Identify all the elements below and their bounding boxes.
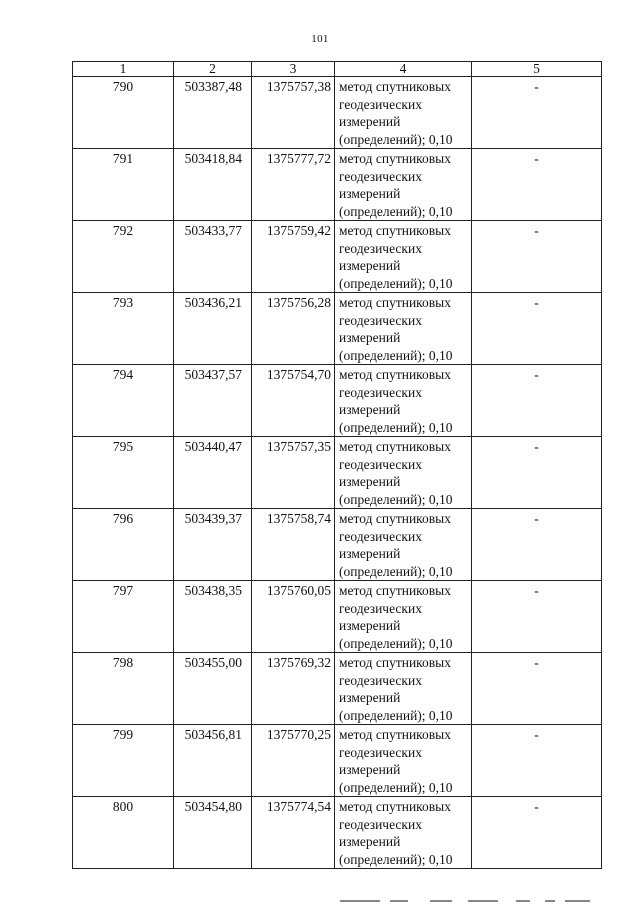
- y-coordinate-cell: 1375756,28: [252, 293, 335, 365]
- scan-artifact: [340, 900, 600, 903]
- method-line: (определений); 0,10: [339, 203, 453, 219]
- method-cell: [335, 653, 472, 725]
- table-row: [73, 797, 602, 869]
- method-line: измерений: [339, 762, 401, 777]
- method-line: измерений: [339, 618, 401, 633]
- point-number-cell: 800: [73, 797, 174, 869]
- method-line: измерений: [339, 114, 401, 129]
- description-cell: -: [472, 725, 602, 797]
- column-header-number: 1: [73, 62, 174, 77]
- method-line: метод спутниковых: [339, 79, 451, 94]
- table-row: [73, 437, 602, 509]
- method-line: (определений); 0,10: [339, 491, 453, 507]
- method-line: геодезических: [339, 168, 422, 184]
- method-line: геодезических: [339, 816, 422, 832]
- method-line: (определений); 0,10: [339, 419, 453, 435]
- table-row: [73, 149, 602, 221]
- description-cell: -: [472, 221, 602, 293]
- method-line: геодезических: [339, 456, 422, 472]
- description-cell: -: [472, 509, 602, 581]
- method-line: геодезических: [339, 240, 422, 256]
- description-cell: -: [472, 653, 602, 725]
- method-line: метод спутниковых: [339, 223, 451, 238]
- table-row: [73, 581, 602, 653]
- x-coordinate-cell: 503418,84: [174, 149, 252, 221]
- method-line: геодезических: [339, 96, 422, 112]
- method-cell: [335, 149, 472, 221]
- method-line: (определений); 0,10: [339, 131, 453, 147]
- method-cell: [335, 509, 472, 581]
- y-coordinate-cell: 1375770,25: [252, 725, 335, 797]
- y-coordinate-cell: 1375757,35: [252, 437, 335, 509]
- y-coordinate-cell: 1375774,54: [252, 797, 335, 869]
- method-cell: [335, 293, 472, 365]
- y-coordinate-cell: 1375777,72: [252, 149, 335, 221]
- method-line: метод спутниковых: [339, 655, 451, 670]
- x-coordinate-cell: 503456,81: [174, 725, 252, 797]
- method-line: измерений: [339, 330, 401, 345]
- y-coordinate-cell: 1375758,74: [252, 509, 335, 581]
- column-header-method: 4: [335, 62, 472, 77]
- point-number-cell: 790: [73, 77, 174, 149]
- method-line: метод спутниковых: [339, 367, 451, 382]
- method-line: геодезических: [339, 672, 422, 688]
- y-coordinate-cell: 1375759,42: [252, 221, 335, 293]
- method-line: метод спутниковых: [339, 511, 451, 526]
- method-line: (определений); 0,10: [339, 347, 453, 363]
- y-coordinate-cell: 1375757,38: [252, 77, 335, 149]
- description-cell: -: [472, 797, 602, 869]
- description-cell: -: [472, 437, 602, 509]
- column-header-y: 3: [252, 62, 335, 77]
- point-number-cell: 795: [73, 437, 174, 509]
- method-line: измерений: [339, 474, 401, 489]
- method-line: метод спутниковых: [339, 151, 451, 166]
- point-number-cell: 792: [73, 221, 174, 293]
- method-cell: [335, 221, 472, 293]
- method-line: (определений); 0,10: [339, 779, 453, 795]
- method-line: метод спутниковых: [339, 583, 451, 598]
- y-coordinate-cell: 1375754,70: [252, 365, 335, 437]
- x-coordinate-cell: 503387,48: [174, 77, 252, 149]
- method-line: измерений: [339, 258, 401, 273]
- method-line: (определений); 0,10: [339, 563, 453, 579]
- column-header-x: 2: [174, 62, 252, 77]
- y-coordinate-cell: 1375769,32: [252, 653, 335, 725]
- method-cell: [335, 365, 472, 437]
- method-line: геодезических: [339, 528, 422, 544]
- table-row: [73, 77, 602, 149]
- method-line: измерений: [339, 186, 401, 201]
- table-row: [73, 221, 602, 293]
- method-line: метод спутниковых: [339, 799, 451, 814]
- method-line: измерений: [339, 546, 401, 561]
- point-number-cell: 799: [73, 725, 174, 797]
- point-number-cell: 793: [73, 293, 174, 365]
- method-line: (определений); 0,10: [339, 707, 453, 723]
- method-line: (определений); 0,10: [339, 851, 453, 867]
- x-coordinate-cell: 503455,00: [174, 653, 252, 725]
- x-coordinate-cell: 503438,35: [174, 581, 252, 653]
- method-line: геодезических: [339, 384, 422, 400]
- point-number-cell: 796: [73, 509, 174, 581]
- coordinates-table: [72, 61, 602, 869]
- x-coordinate-cell: 503437,57: [174, 365, 252, 437]
- method-line: метод спутниковых: [339, 295, 451, 310]
- method-cell: [335, 581, 472, 653]
- method-line: метод спутниковых: [339, 439, 451, 454]
- x-coordinate-cell: 503436,21: [174, 293, 252, 365]
- method-line: (определений); 0,10: [339, 275, 453, 291]
- point-number-cell: 798: [73, 653, 174, 725]
- y-coordinate-cell: 1375760,05: [252, 581, 335, 653]
- point-number-cell: 791: [73, 149, 174, 221]
- method-line: измерений: [339, 402, 401, 417]
- description-cell: -: [472, 581, 602, 653]
- table-row: [73, 365, 602, 437]
- description-cell: -: [472, 365, 602, 437]
- method-line: измерений: [339, 690, 401, 705]
- description-cell: -: [472, 293, 602, 365]
- page-number: 101: [311, 33, 329, 45]
- table-row: [73, 293, 602, 365]
- method-cell: [335, 437, 472, 509]
- x-coordinate-cell: 503454,80: [174, 797, 252, 869]
- point-number-cell: 797: [73, 581, 174, 653]
- point-number-cell: 794: [73, 365, 174, 437]
- method-line: геодезических: [339, 744, 422, 760]
- table-row: [73, 725, 602, 797]
- method-cell: [335, 77, 472, 149]
- table-body: [73, 77, 602, 869]
- x-coordinate-cell: 503433,77: [174, 221, 252, 293]
- column-header-description: 5: [472, 62, 602, 77]
- method-line: (определений); 0,10: [339, 635, 453, 651]
- method-cell: [335, 797, 472, 869]
- table-row: [73, 653, 602, 725]
- method-line: измерений: [339, 834, 401, 849]
- table-header-row: [73, 62, 602, 77]
- method-line: метод спутниковых: [339, 727, 451, 742]
- x-coordinate-cell: 503439,37: [174, 509, 252, 581]
- method-line: геодезических: [339, 600, 422, 616]
- x-coordinate-cell: 503440,47: [174, 437, 252, 509]
- method-cell: [335, 725, 472, 797]
- description-cell: -: [472, 77, 602, 149]
- table-row: [73, 509, 602, 581]
- description-cell: -: [472, 149, 602, 221]
- method-line: геодезических: [339, 312, 422, 328]
